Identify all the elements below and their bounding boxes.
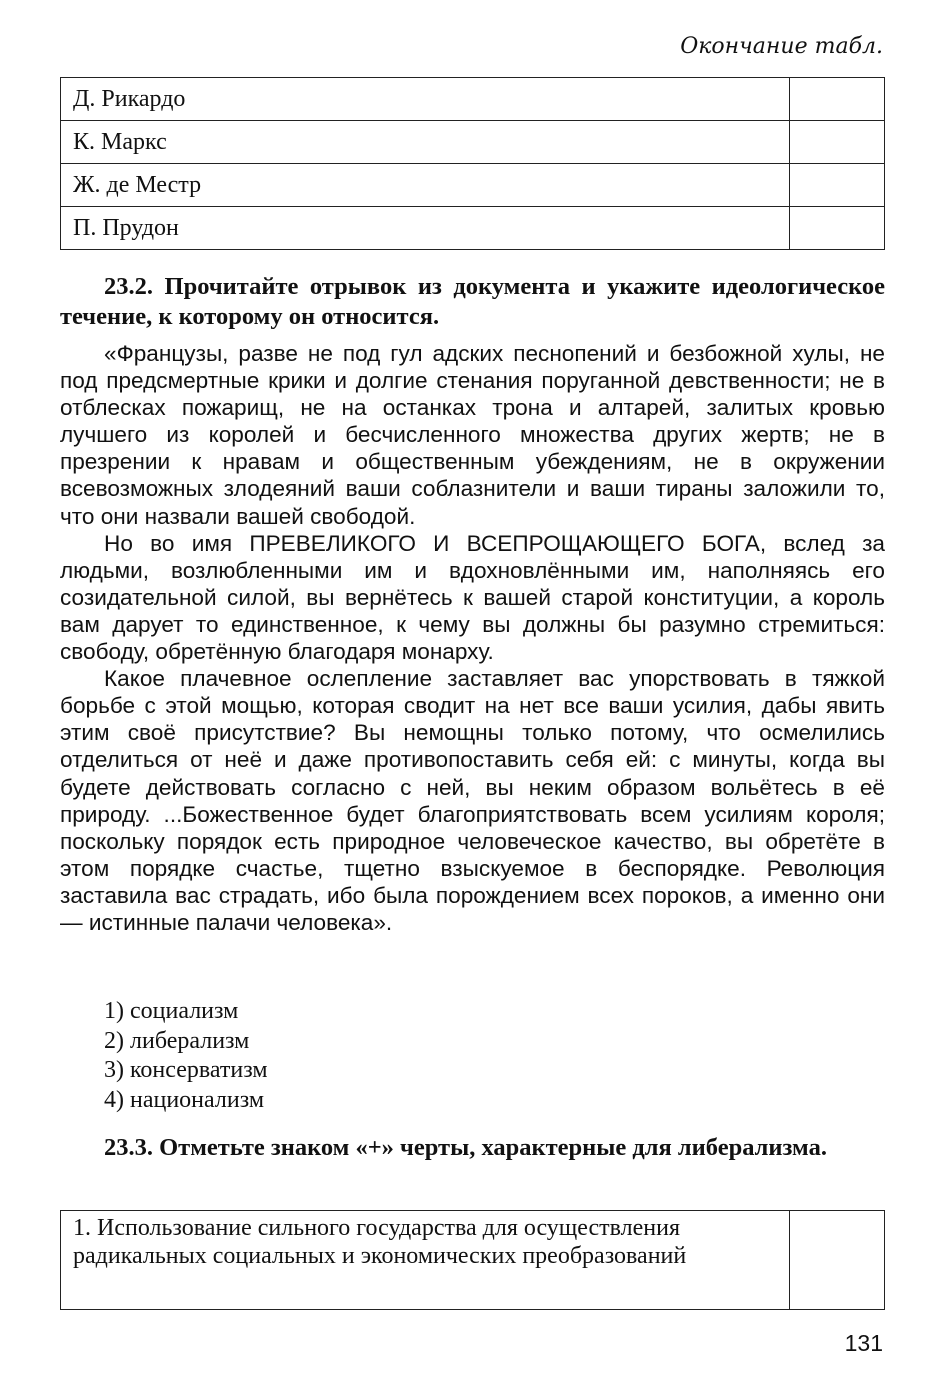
answer-cell[interactable] (790, 1211, 885, 1310)
thinker-name: К. Маркс (61, 121, 790, 164)
task-23-2-heading: 23.2. Прочитайте отрывок из документа и укажите идеологическое течение, к которому он относится. (60, 273, 885, 330)
table-row (61, 164, 885, 207)
answer-cell[interactable] (790, 207, 885, 250)
thinkers-table (60, 77, 885, 250)
thinker-name: Ж. де Местр (61, 164, 790, 207)
answer-cell[interactable] (790, 164, 885, 207)
option-nationalism[interactable]: 4) национализм (104, 1086, 265, 1113)
document-excerpt (60, 340, 885, 936)
trait-text: 1. Использование сильного государства для осуществления радикальных социальных и экономических преобразований (61, 1211, 790, 1310)
liberalism-traits-table (60, 1210, 885, 1310)
option-conservatism[interactable]: 3) консерватизм (104, 1057, 268, 1083)
table-row (61, 78, 885, 121)
option-liberalism[interactable]: 2) либерализм (104, 1027, 250, 1054)
option-socialism[interactable]: 1) социализм (104, 998, 239, 1024)
answer-cell[interactable] (790, 121, 885, 164)
answer-options (104, 997, 268, 1115)
task-23-3-heading: 23.3. Отметьте знаком «+» черты, характерные для либерализма. (104, 1134, 827, 1161)
table-row (61, 1211, 885, 1310)
table-row (61, 207, 885, 250)
table-continuation-caption: Окончание табл. (680, 34, 883, 59)
page-number: 131 (844, 1330, 883, 1356)
table-row (61, 121, 885, 164)
thinker-name: П. Прудон (61, 207, 790, 250)
excerpt-paragraph: «Французы, разве не под гул адских песнопений и безбожной хулы, не под предсмертные крики и долгие стенания поруганной девственности; не в отблесках пожарищ, не на останках трона и алтарей, залитых кровью лучшего из королей и бесчисленного множества других жертв; не в презрении к нравам и общественным убеждениям, не в окружении всевозможных злодеяний ваши соблазнители и ваши тираны заложили то, что они назвали вашей свободой. (60, 341, 885, 529)
answer-cell[interactable] (790, 78, 885, 121)
excerpt-paragraph: Но во имя ПРЕВЕЛИКОГО И ВСЕПРОЩАЮЩЕГО БОГА, вслед за людьми, возлюбленными им и вдохновлёнными им, наполняясь его созидательной силой, вы вернётесь к вашей старой конституции, а король вам дарует то единственное, к чему вы должны бы разумно стремиться: свободу, обретённую благодаря монарху. (60, 530, 885, 665)
excerpt-paragraph: Какое плачевное ослепление заставляет вас упорствовать в тяжкой борьбе с этой мощью, которая сводит на нет все ваши усилия, дабы явить этим своё присутствие? Вы немощны только потому, что осмелились отделиться от неё и даже противопоставить себя ей: с минуты, когда вы будете действовать согласно с ней, вы неким образом вольётесь в её природу. ...Божественное будет благоприятствовать всем усилиям короля; поскольку порядок есть природное человеческое качество, вы обретёте в этом порядке счастье, тщетно взыскуемое в беспорядке. Революция заставила вас страдать, ибо была порождением всех пороков, а именно они — истинные палачи человека». (60, 666, 885, 935)
thinker-name: Д. Рикардо (61, 78, 790, 121)
